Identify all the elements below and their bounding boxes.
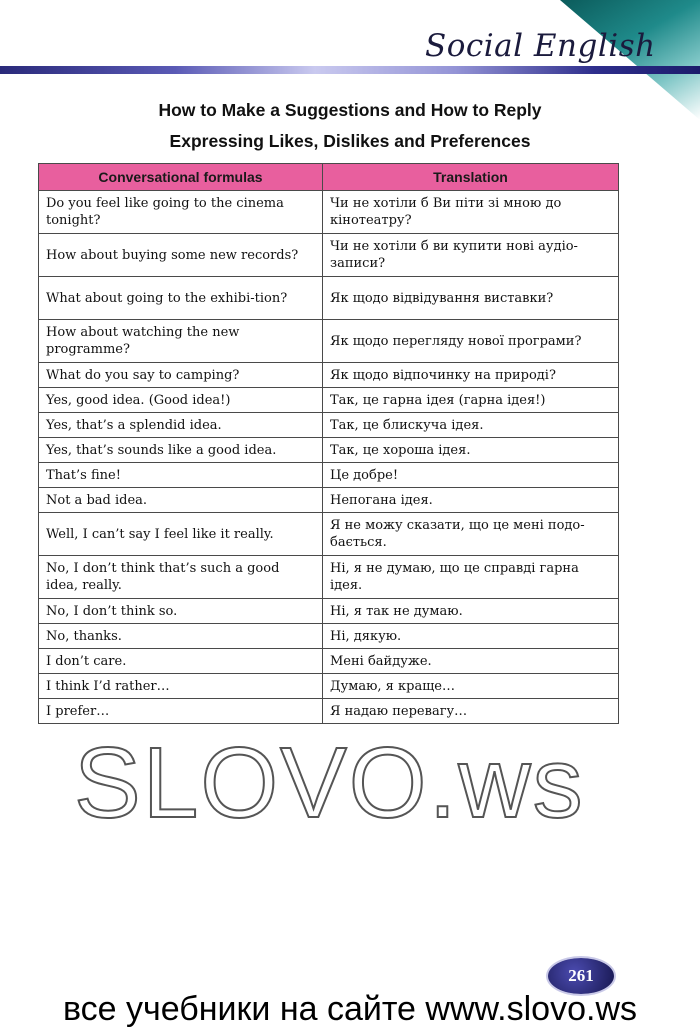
- table-row: [39, 556, 619, 599]
- table-cell-english: Well, I can’t say I feel like it really.: [39, 513, 323, 556]
- table-cell-english: Do you feel like going to the cinema tonight?: [39, 191, 323, 234]
- table-cell-english: I think I’d rather…: [39, 674, 323, 699]
- table-cell-translation: Так, це хороша ідея.: [323, 438, 619, 463]
- table-row: [39, 649, 619, 674]
- watermark-text: SLOVO.ws: [74, 727, 585, 839]
- table-row: [39, 438, 619, 463]
- table-cell-translation: Як щодо відвідування виставки?: [323, 277, 619, 320]
- table-row: [39, 388, 619, 413]
- table-row: [39, 513, 619, 556]
- table-cell-translation: Мені байдуже.: [323, 649, 619, 674]
- page-subheading: Expressing Likes, Dislikes and Preferences: [169, 131, 531, 151]
- page-number-badge: [548, 958, 614, 994]
- table-cell-english: How about watching the new programme?: [39, 320, 323, 363]
- table-cell-translation: Я не можу сказати, що це мені подо-бається.: [323, 513, 619, 556]
- section-title: Social English: [425, 28, 656, 64]
- table-header-row: [39, 164, 619, 191]
- table-cell-english: No, I don’t think that’s such a good idea, really.: [39, 556, 323, 599]
- table-cell-translation: Це добре!: [323, 463, 619, 488]
- table-cell-english: No, thanks.: [39, 624, 323, 649]
- table-row: [39, 699, 619, 724]
- table-cell-english: No, I don’t think so.: [39, 599, 323, 624]
- table-cell-translation: Ні, я так не думаю.: [323, 599, 619, 624]
- page-number: 261: [568, 966, 594, 985]
- table-cell-translation: Як щодо відпочинку на природі?: [323, 363, 619, 388]
- column-header-formulas: Conversational formulas: [39, 164, 323, 191]
- table-cell-english: What about going to the exhibi-tion?: [39, 277, 323, 320]
- table-cell-english: Not a bad idea.: [39, 488, 323, 513]
- table-row: [39, 320, 619, 363]
- table-row: [39, 277, 619, 320]
- table-cell-translation: Ні, я не думаю, що це справді гарна ідея.: [323, 556, 619, 599]
- table-row: [39, 234, 619, 277]
- header-band: [0, 66, 700, 74]
- table-cell-translation: Непогана ідея.: [323, 488, 619, 513]
- table-row: [39, 624, 619, 649]
- table-cell-translation: Думаю, я краще…: [323, 674, 619, 699]
- table-row: [39, 413, 619, 438]
- table-cell-english: How about buying some new records?: [39, 234, 323, 277]
- table-row: [39, 463, 619, 488]
- table-cell-translation: Як щодо перегляду нової програми?: [323, 320, 619, 363]
- table-row: [39, 599, 619, 624]
- table-cell-translation: Ні, дякую.: [323, 624, 619, 649]
- table-cell-translation: Так, це блискуча ідея.: [323, 413, 619, 438]
- table-cell-english: I don’t care.: [39, 649, 323, 674]
- table-row: [39, 674, 619, 699]
- page-heading: How to Make a Suggestions and How to Reply: [158, 100, 542, 120]
- table-cell-translation: Я надаю перевагу…: [323, 699, 619, 724]
- table-cell-translation: Чи не хотіли б ви купити нові аудіо-записи?: [323, 234, 619, 277]
- column-header-translation: Translation: [323, 164, 619, 191]
- table-cell-english: Yes, that’s a splendid idea.: [39, 413, 323, 438]
- table-row: [39, 363, 619, 388]
- table-cell-translation: Чи не хотіли б Ви піти зі мною до кінотеатру?: [323, 191, 619, 234]
- table-cell-english: Yes, that’s sounds like a good idea.: [39, 438, 323, 463]
- table-row: [39, 191, 619, 234]
- table-cell-english: Yes, good idea. (Good idea!): [39, 388, 323, 413]
- table-cell-english: What do you say to camping?: [39, 363, 323, 388]
- table-row: [39, 488, 619, 513]
- table-cell-english: That’s fine!: [39, 463, 323, 488]
- table-cell-english: I prefer…: [39, 699, 323, 724]
- table-cell-translation: Так, це гарна ідея (гарна ідея!): [323, 388, 619, 413]
- footer-link-text[interactable]: все учебники на сайте www.slovo.ws: [62, 990, 637, 1028]
- phrases-table: [38, 163, 619, 724]
